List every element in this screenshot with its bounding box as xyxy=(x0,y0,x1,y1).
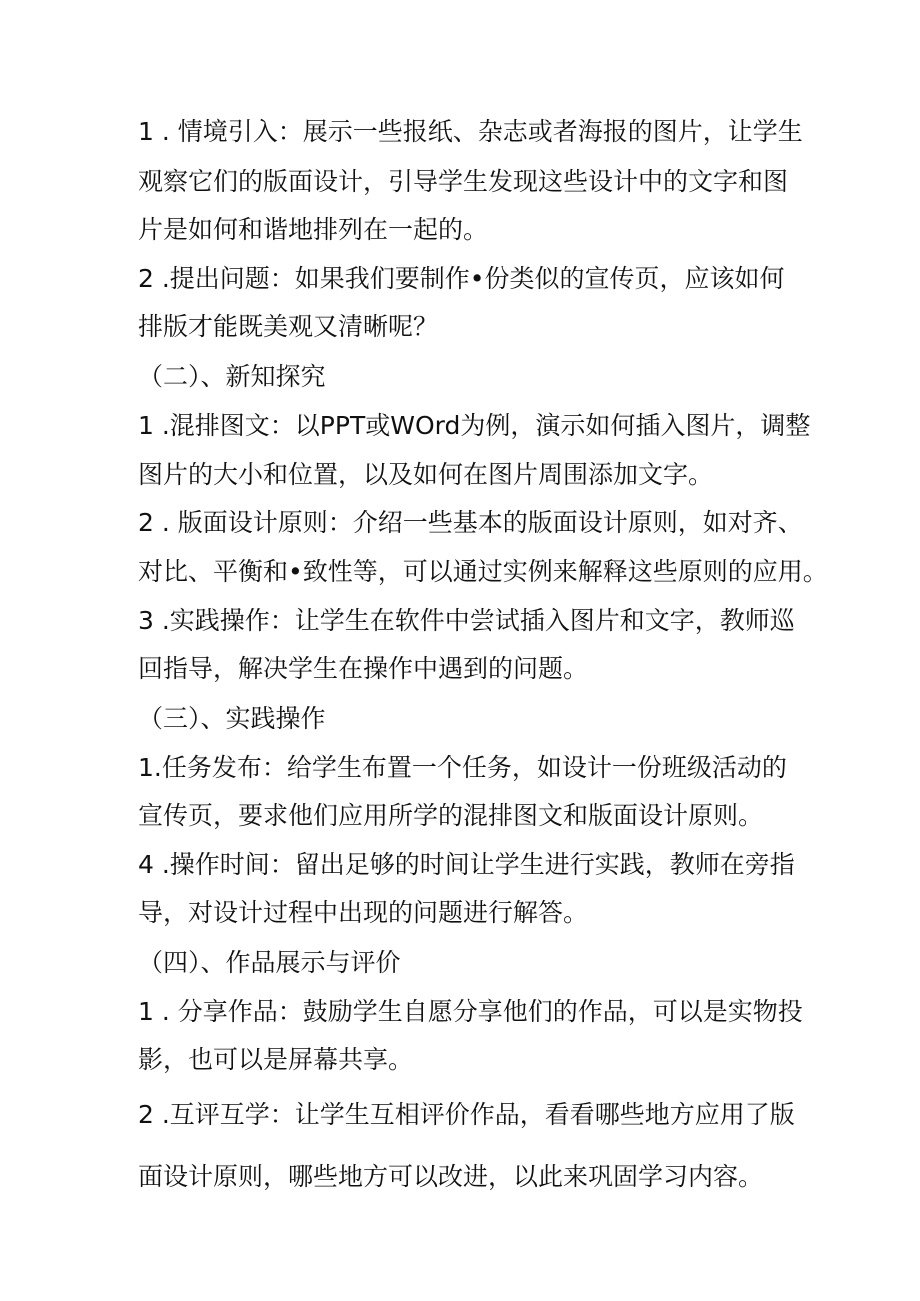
paragraph-line: 1 . 情境引入：展示一些报纸、杂志或者海报的图片，让学生 xyxy=(138,117,803,146)
paragraph-line: 2 .提出问题：如果我们要制作•份类似的宣传页，应该如何 xyxy=(138,264,785,293)
section-heading: （二）、新知探究 xyxy=(138,362,326,391)
paragraph-line: 4 .操作时间：留出足够的时间让学生进行实践，教师在旁指 xyxy=(138,850,795,879)
paragraph-line: 1 . 分享作品：鼓励学生自愿分享他们的作品，可以是实物投 xyxy=(138,997,803,1026)
paragraph-line: 2 .互评互学：让学生互相评价作品，看看哪些地方应用了版 xyxy=(138,1100,795,1129)
paragraph-line: 对比、平衡和•致性等，可以通过实例来解释这些原则的应用。 xyxy=(138,557,828,586)
section-heading: （三）、实践操作 xyxy=(138,704,326,733)
paragraph-line: 面设计原则，哪些地方可以改进，以此来巩固学习内容。 xyxy=(138,1162,764,1191)
paragraph-line: 排版才能既美观又清晰呢？ xyxy=(138,312,439,341)
paragraph-line: 3 .实践操作：让学生在软件中尝试插入图片和文字，教师巡 xyxy=(138,606,795,635)
paragraph-line: 片是如何和谐地排列在一起的。 xyxy=(138,215,489,244)
paragraph-line: 影，也可以是屏幕共享。 xyxy=(138,1045,414,1074)
paragraph-line: 导，对设计过程中出现的问题进行解答。 xyxy=(138,898,589,927)
paragraph-line: 2 . 版面设计原则：介绍一些基本的版面设计原则，如对齐、 xyxy=(138,508,803,537)
paragraph-line: 图片的大小和位置，以及如何在图片周围添加文字。 xyxy=(138,460,714,489)
paragraph-line: 宣传页，要求他们应用所学的混排图文和版面设计原则。 xyxy=(138,801,764,830)
paragraph-line: 观察它们的版面设计，引导学生发现这些设计中的文字和图 xyxy=(138,167,789,196)
paragraph-line: 1 .混排图文：以PPT或WOrd为例，演示如何插入图片，调整 xyxy=(138,411,811,440)
section-heading: （四）、作品展示与评价 xyxy=(138,948,401,977)
paragraph-line: 回指导，解决学生在操作中遇到的问题。 xyxy=(138,654,589,683)
paragraph-line: 1.任务发布：给学生布置一个任务，如设计一份班级活动的 xyxy=(138,753,787,782)
